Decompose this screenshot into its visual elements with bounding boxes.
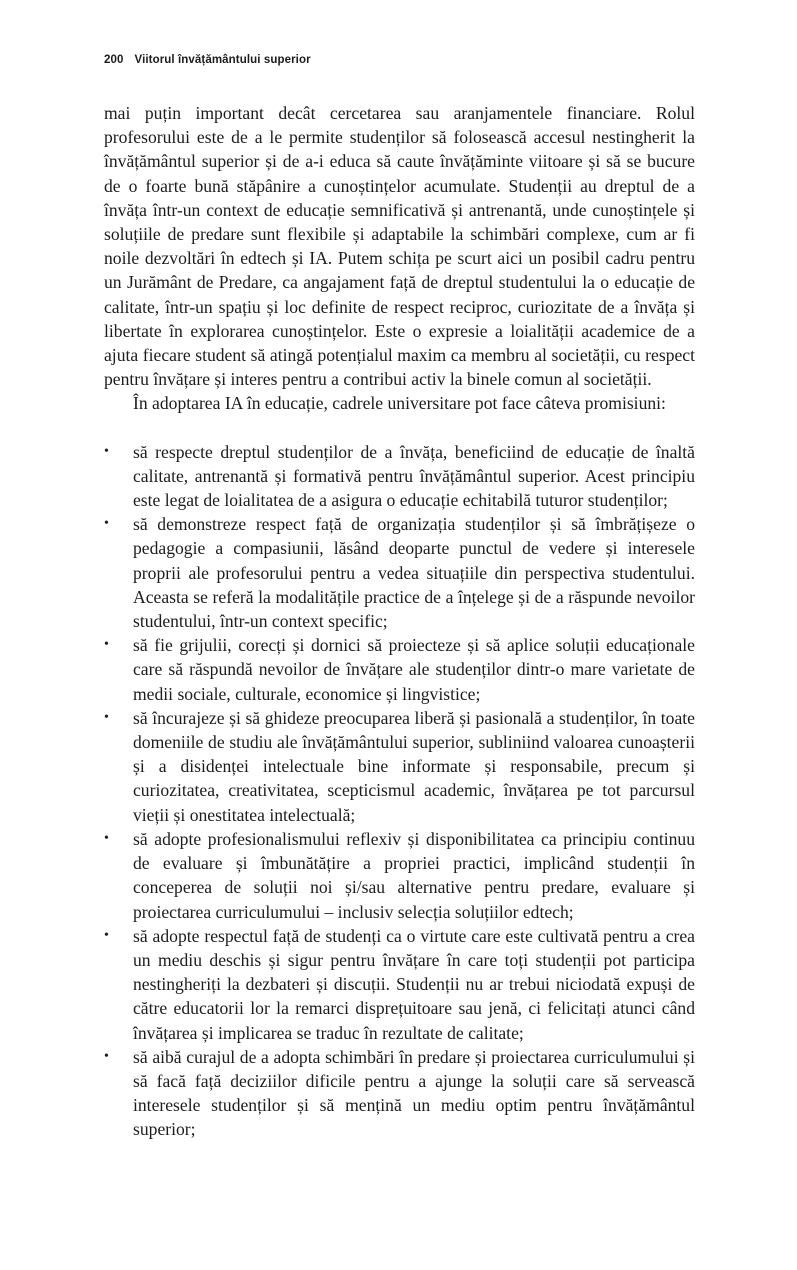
bullet-icon: • [104, 516, 109, 532]
list-item-text: să adopte respectul față de studenți ca o virtute care este cultivată pentru a crea un mediu deschis și sigur pentru învățare în care toți studenții pot participa nestingheriți la dezbateri și discuții. Studenții nu ar trebui niciodată expuși de către educatorii lor la remarci disprețuitoare sau jenă, ci felicitați atunci când învățarea și implicarea se traduc în rezultate de calitate; [133, 925, 695, 1043]
list-item [104, 706, 695, 827]
running-header [104, 54, 311, 66]
bullet-icon: • [104, 830, 109, 846]
list-item-text: să aibă curajul de a adopta schimbări în predare și proiectarea curriculumului și să facă față deciziilor dificile pentru a ajunge la soluții care să servească interesele studenților și să mențină un mediu optim pentru învățământul superior; [133, 1046, 695, 1140]
list-item-text: să fie grijulii, corecți și dornici să proiecteze și să aplice soluții educaționale care să răspundă nevoilor de învățare ale studenților dintr-o mare varietate de medii sociale, culturale, economice și lingvistice; [133, 635, 695, 704]
page-number: 200 [104, 54, 124, 66]
body-paragraph: mai puțin important decât cercetarea sau aranjamentele financiare. Rolul profesorului este de a le permite studenților să folosească accesul nestingherit la învățământul superior și de a-i educa să caute învățăminte viitoare și să se bucure de o foarte bună stăpânire a cunoștințelor acumulate. Studenții au dreptul de a învăța într-un context de educație semnificativă și antrenantă, unde cunoștințele și soluțiile de predare sunt flexibile și adaptabile la schimbări complexe, cum ar fi noile dezvoltări în edtech și IA. Putem schița pe scurt aici un posibil cadru pentru un Jurământ de Predare, ca angajament față de dreptul studentului la o educație de calitate, într-un spațiu și loc definite de respect reciproc, curiozitate de a învăța și libertate în explorarea cunoștințelor. Este o expresie a loialității academice de a ajuta fiecare student să atingă potențialul maxim ca membru al societății, cu respect pentru învățare și interes pentru a contribui activ la binele comun al societății. [104, 103, 695, 390]
list-item-text: să demonstreze respect față de organizația studenților și să îmbrățișeze o pedagogie a compasiunii, lăsând deoparte punctul de vedere și interesele proprii ale profesorului pentru a vedea situațiile din perspectiva studentului. Aceasta se referă la modalitățile practice de a înțelege și de a răspunde nevoilor studentului, într-un context specific; [133, 514, 695, 632]
list-item [104, 440, 695, 513]
bullet-icon: • [104, 443, 109, 459]
list-item [104, 633, 695, 706]
bullet-icon: • [104, 637, 109, 653]
list-item [104, 924, 695, 1045]
list-item [104, 512, 695, 633]
page-body [104, 101, 695, 1142]
bullet-icon: • [104, 709, 109, 725]
running-title: Viitorul învățământului superior [134, 54, 311, 66]
body-paragraph: În adoptarea IA în educație, cadrele universitare pot face câteva promisiuni: [133, 393, 666, 414]
bullet-icon: • [104, 1048, 109, 1064]
list-item [104, 827, 695, 924]
list-item-text: să respecte dreptul studenților de a învăța, beneficiind de educație de înaltă calitate, antrenantă și formativă pentru învățământul superior. Acest principiu este legat de loialitatea de a asigura o educație echitabilă tuturor studenților; [133, 441, 695, 511]
promises-list [104, 440, 695, 1142]
bullet-icon: • [104, 927, 109, 943]
list-item [104, 1045, 695, 1142]
list-item-text: să adopte profesionalismului reflexiv și disponibilitatea ca principiu continuu de evaluare și îmbunătățire a propriei practici, implicând studenții în conceperea de soluții noi și/sau alternative pentru predare, evaluare și proiectarea curriculumului – inclusiv selecția soluțiilor edtech; [133, 828, 695, 922]
list-item-text: să încurajeze și să ghideze preocuparea liberă și pasională a studenților, în toate domeniile de studiu ale învățământului superior, subliniind valoarea cunoașterii și a disidenței intelectuale bine informate și responsabile, precum și curiozitatea, creativitatea, scepticismul academic, învățarea pe tot parcursul vieții și onestitatea intelectuală; [133, 707, 695, 825]
